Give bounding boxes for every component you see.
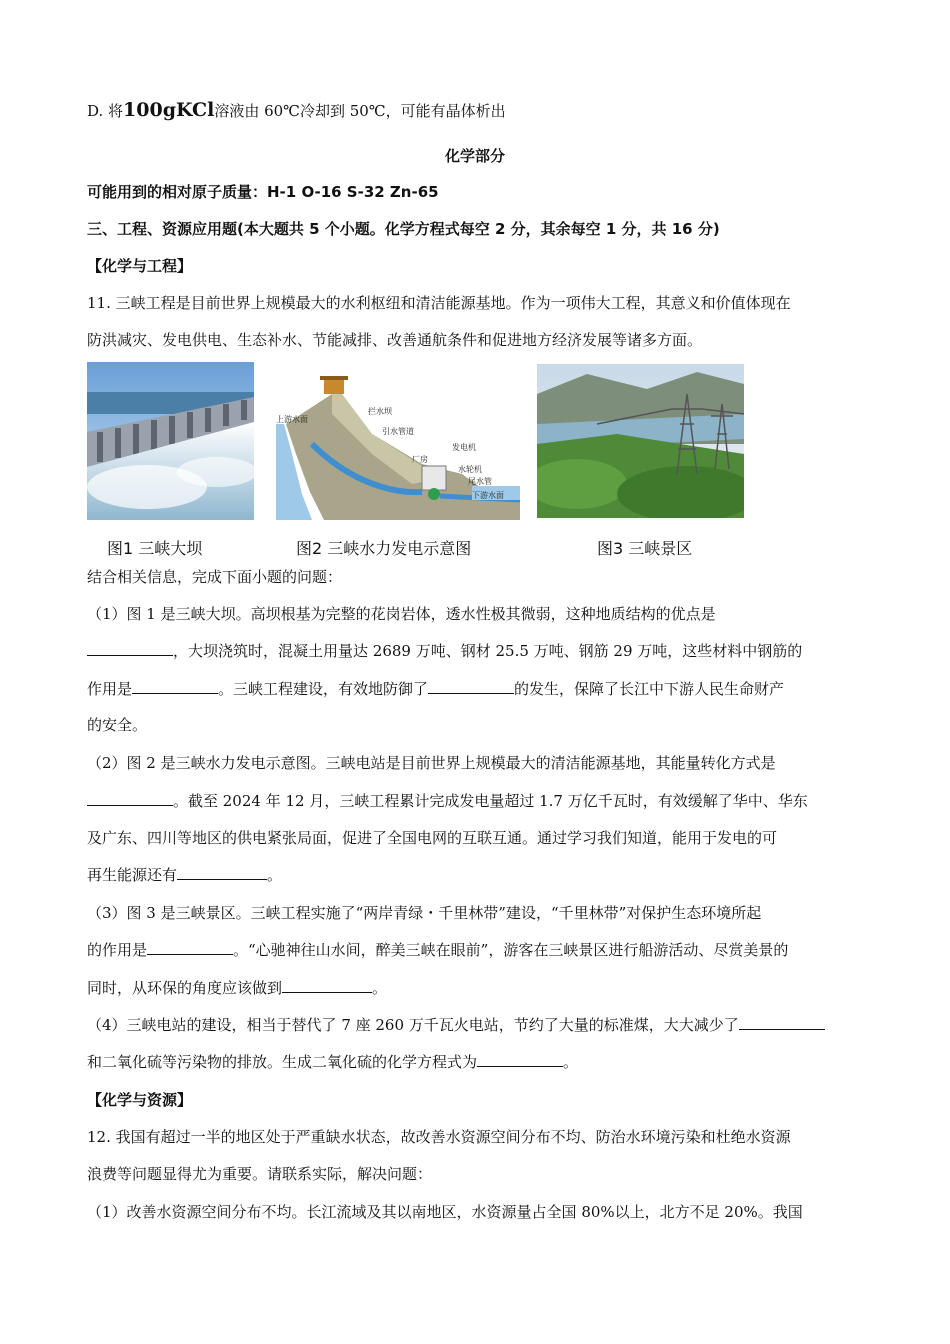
q12-line1: 12. 我国有超过一半的地区处于严重缺水状态，故改善水资源空间分布不均、防治水环境污染和杜绝水资源 [87,1128,791,1146]
p2-line2: 。截至 2024 年 12 月，三峡工程累计完成发电量超过 1.7 万亿千瓦时，有效缓解了华中、华东 [87,791,880,811]
figure-3-scenic-photo [537,364,744,518]
answer-blank[interactable] [477,1052,563,1067]
label-upstream: 上游水面 [276,415,308,424]
label-generator: 发电机 [452,443,476,452]
label-plant: 厂房 [412,455,428,464]
q12-part1: （1）改善水资源空间分布不均。长江流域及其以南地区，水资源量占全国 80%以上，北方不足 20%。我国 [87,1203,803,1221]
label-dam: 拦水坝 [368,407,392,416]
combine-instruction: 结合相关信息，完成下面小题的问题： [87,568,343,586]
answer-blank[interactable] [739,1015,825,1030]
figure-2-hydropower-diagram [272,374,520,520]
p4-line1: （4）三峡电站的建设，相当于替代了 7 座 260 万千瓦火电站，节约了大量的标准煤，大大减少了 [87,1015,880,1035]
p4-line2: 和二氧化硫等污染物的排放。生成二氧化硫的化学方程式为 。 [87,1053,579,1071]
q12-line2: 浪费等问题显得尤为重要。请联系实际，解决问题： [87,1165,433,1183]
answer-blank[interactable] [282,978,372,993]
p2-line4: 再生能源还有 。 [87,866,283,884]
p1-line1: （1）图 1 是三峡大坝。高坝根基为完整的花岗岩体，透水性极其微弱，这种地质结构的优点是 [87,605,716,623]
figure-1-caption: 图1 三峡大坝 [107,539,203,558]
label-tailpipe: 尾水管 [468,477,492,486]
answer-blank[interactable] [87,641,173,656]
label-pipe: 引水管道 [382,427,414,436]
tag-chem-resources: 【化学与资源】 [87,1091,193,1109]
figure-3-caption: 图3 三峡景区 [597,539,693,558]
figure-2-caption: 图2 三峡水力发电示意图 [296,539,472,558]
hydropower-schematic [272,374,520,520]
p3-line2: 的作用是 。“心驰神往山水间，醉美三峡在眼前”，游客在三峡景区进行船游活动、尽赏美景的 [87,941,789,959]
section-three-heading: 三、工程、资源应用题(本大题共 5 个小题。化学方程式每空 2 分，其余每空 1 分，共 16 分) [87,220,720,238]
p2-line3: 及广东、四川等地区的供电紧张局面，促进了全国电网的互联互通。通过学习我们知道，能用于发电的可 [87,829,778,847]
p2-line1: （2）图 2 是三峡水力发电示意图。三峡电站是目前世界上规模最大的清洁能源基地，其能量转化方式是 [87,754,776,772]
answer-blank[interactable] [87,791,173,806]
q11-line2: 防洪减灾、发电供电、生态补水、节能减排、改善通航条件和促进地方经济发展等诸多方面。 [87,331,703,349]
answer-blank[interactable] [132,679,218,694]
label-turbine: 水轮机 [458,465,482,474]
label-downstream: 下游水面 [472,491,504,500]
figure-1-dam-photo [87,362,254,520]
q11-line1: 11. 三峡工程是目前世界上规模最大的水利枢纽和清洁能源基地。作为一项伟大工程，其意义和价值体现在 [87,294,791,312]
answer-blank[interactable] [147,940,233,955]
p1-line3: 作用是 。三峡工程建设，有效地防御了 的发生，保障了长江中下游人民生命财产 [87,680,785,698]
p3-line1: （3）图 3 是三峡景区。三峡工程实施了“两岸青绿・千里林带”建设，“千里林带”对保护生态环境所起 [87,904,762,922]
p3-line3: 同时，从环保的角度应该做到 。 [87,979,388,997]
atomic-mass-line: 可能用到的相对原子质量：H-1 O-16 S-32 Zn-65 [87,183,439,201]
answer-blank[interactable] [177,865,267,880]
p1-line4: 的安全。 [87,716,148,734]
option-d: D. 将100gKCl溶液由 60℃冷却到 50℃，可能有晶体析出 [87,99,506,121]
chem-section-title: 化学部分 [444,147,505,165]
scenic-illustration [537,364,744,518]
answer-blank[interactable] [428,679,514,694]
dam-illustration [87,362,254,520]
tag-chem-engineering: 【化学与工程】 [87,257,193,275]
p1-line2: ，大坝浇筑时，混凝土用量达 2689 万吨、钢材 25.5 万吨、钢筋 29 万吨，这些材料中钢筋的 [87,641,880,661]
